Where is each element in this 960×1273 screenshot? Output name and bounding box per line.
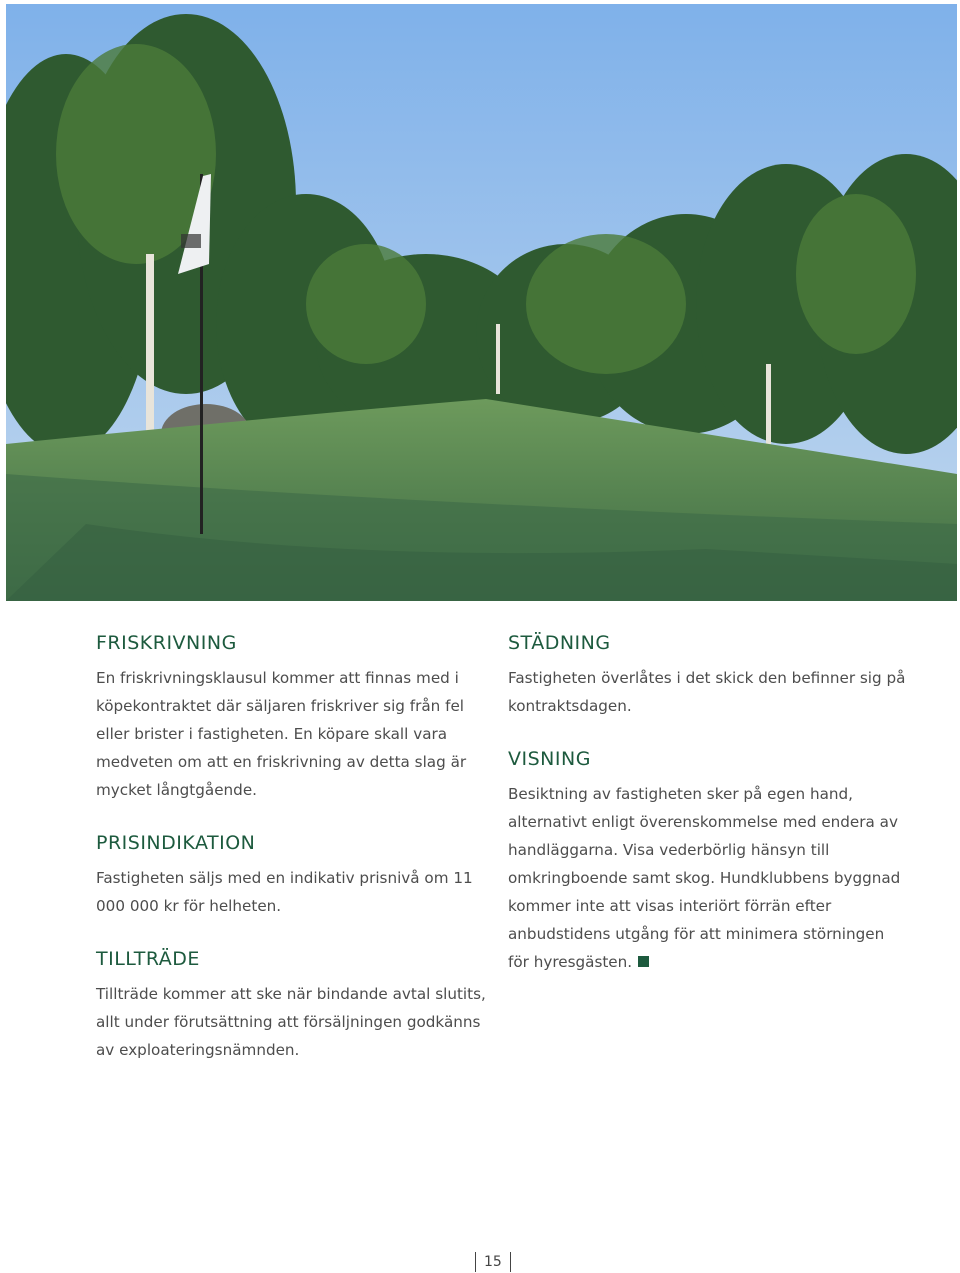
page-number-bar-right: [510, 1252, 511, 1272]
page-number-text: 15: [484, 1254, 502, 1270]
end-square-icon: [638, 956, 649, 967]
friskrivning-heading: FRISKRIVNING: [96, 632, 237, 654]
stadning-heading: STÄDNING: [508, 632, 611, 654]
friskrivning-text: En friskrivningsklausul kommer att finnas med i köpekontraktet där säljaren friskriver sig från fel eller brister i fastigheten. En köpare skall vara medveten om att en friskrivning av detta slag är mycket långtgående.: [96, 669, 467, 799]
prisindikation-heading: PRISINDIKATION: [96, 832, 256, 854]
tilltrade-heading: TILLTRÄDE: [96, 948, 200, 970]
visning-paragraph: [508, 780, 908, 976]
prisindikation-text: Fastigheten säljs med en indikativ prisnivå om 11 000 000 kr för helheten.: [96, 869, 473, 915]
page-number: [467, 1251, 519, 1273]
visning-text: Besiktning av fastigheten sker på egen hand, alternativt enligt överenskommelse med endera av handläggarna. Visa vederbörlig hänsyn till omkringboende samt skog. Hundklubbens byggnad kommer inte att visas interiört förrän efter anbudstidens utgång för att minimera störningen för hyresgästen.: [508, 785, 901, 971]
visning-heading: VISNING: [508, 748, 591, 770]
golf-course-photo: [6, 4, 957, 601]
right-column: [508, 628, 908, 1000]
page-number-bar-left: [475, 1252, 476, 1272]
left-column: [96, 628, 491, 1088]
stadning-text: Fastigheten överlåtes i det skick den befinner sig på kontraktsdagen.: [508, 669, 906, 715]
tilltrade-text: Tillträde kommer att ske när bindande avtal slutits, allt under förutsättning att försäljningen godkänns av exploateringsnämnden.: [96, 985, 486, 1059]
